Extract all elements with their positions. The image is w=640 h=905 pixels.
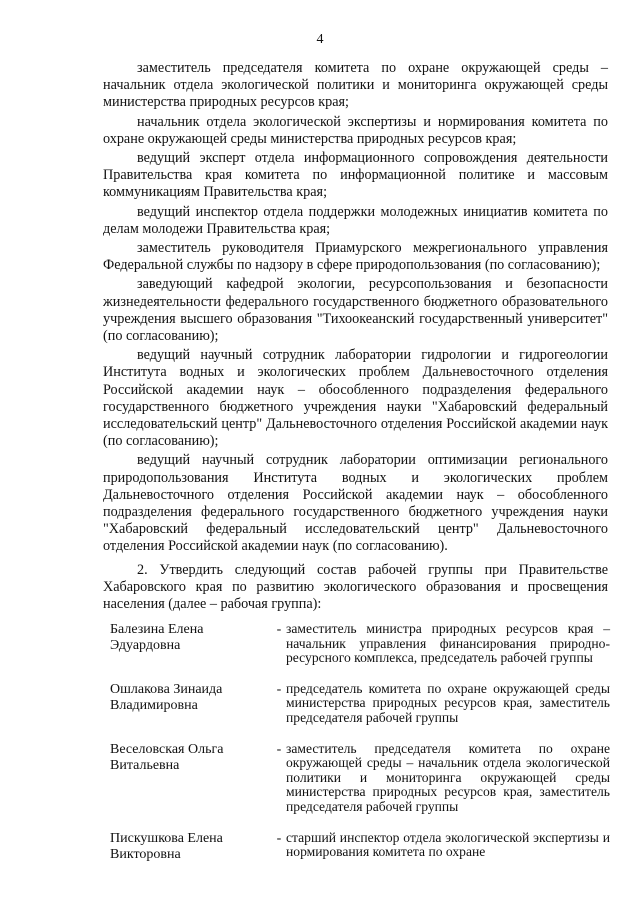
dash: - — [276, 622, 282, 637]
paragraph: ведущий научный сотрудник лаборатории оптимизации регионального природопользования Института водных и экологических проблем Дальневосточного отделения Российской академии наук – обособленного подразделения федерального государственного бюджетного учреждения науки "Хабаровский федеральный исследовательский центр" Дальневосточного отделения Российской академии наук (по согласованию). — [103, 452, 608, 555]
paragraph: заместитель руководителя Приамурского межрегионального управления Федеральной службы по надзору в сфере природопользования (по согласованию); — [103, 240, 608, 274]
member-name — [110, 742, 272, 774]
dash: - — [276, 741, 282, 757]
member-given-name: Витальевна — [110, 757, 180, 773]
member-given-name: Эдуардовна — [110, 638, 181, 653]
member-role: заместитель председателя комитета по охране окружающей среды – начальник отдела экологической политики и мониторинга окружающей среды министерства природных ресурсов края, заместитель председателя рабочей группы — [286, 740, 610, 814]
member-role: председатель комитета по охране окружающей среды министерства природных ресурсов края, заместитель председателя рабочей группы — [286, 680, 610, 725]
member-given-name: Владимировна — [110, 697, 198, 713]
paragraph: ведущий инспектор отдела поддержки молодежных инициатив комитета по делам молодежи Правительства края; — [103, 203, 608, 237]
paragraph: заведующий кафедрой экологии, ресурсопользования и безопасности жизнедеятельности федерального государственного бюджетного образовательного учреждения высшего образования "Тихоокеанский государственный университет" (по согласованию); — [103, 276, 608, 345]
member-surname: Ошлакова Зинаида — [110, 681, 223, 697]
member-surname: Веселовская Ольга — [110, 741, 224, 757]
member-surname: Пискушкова Елена — [110, 830, 223, 846]
member-given-name: Викторовна — [110, 846, 181, 862]
body-text — [103, 60, 608, 613]
paragraph: заместитель председателя комитета по охране окружающей среды – начальник отдела экологической политики и мониторинга окружающей среды министерства природных ресурсов края; — [103, 60, 608, 111]
paragraph: ведущий научный сотрудник лаборатории гидрологии и гидрогеологии Института водных и экологических проблем Дальневосточного отделения Российской академии наук – обособленного подразделения федерального государственного бюджетного учреждения науки "Хабаровский федеральный исследовательский центр" Дальневосточного отделения Российской академии наук (по согласованию); — [103, 347, 608, 450]
paragraph: начальник отдела экологической экспертизы и нормирования комитета по охране окружающей среды министерства природных ресурсов края; — [103, 113, 608, 147]
member-row — [110, 742, 610, 815]
member-name — [110, 682, 272, 714]
member-surname: Балезина Елена — [110, 622, 204, 637]
dash: - — [276, 681, 282, 697]
section-item-2: 2. Утвердить следующий состав рабочей группы при Правительстве Хабаровского края по развитию экологического образования и просвещения населения (далее – рабочая группа): — [103, 561, 608, 613]
member-row — [110, 622, 610, 666]
paragraph: ведущий эксперт отдела информационного сопровождения деятельности Правительства края комитета по информационной политике и массовым коммуникациям Правительства края; — [103, 150, 608, 201]
member-role: старший инспектор отдела экологической экспертизы и нормирования комитета по охране — [286, 829, 610, 860]
page-number: 4 — [316, 32, 324, 47]
dash: - — [276, 830, 282, 846]
member-role: заместитель министра природных ресурсов края – начальник управления финансирования природно-ресурсного комплекса, председатель рабочей группы — [286, 621, 610, 666]
member-row — [110, 682, 610, 726]
member-name — [110, 622, 272, 654]
working-group-list — [110, 622, 610, 879]
member-row — [110, 831, 610, 863]
member-name — [110, 831, 272, 863]
